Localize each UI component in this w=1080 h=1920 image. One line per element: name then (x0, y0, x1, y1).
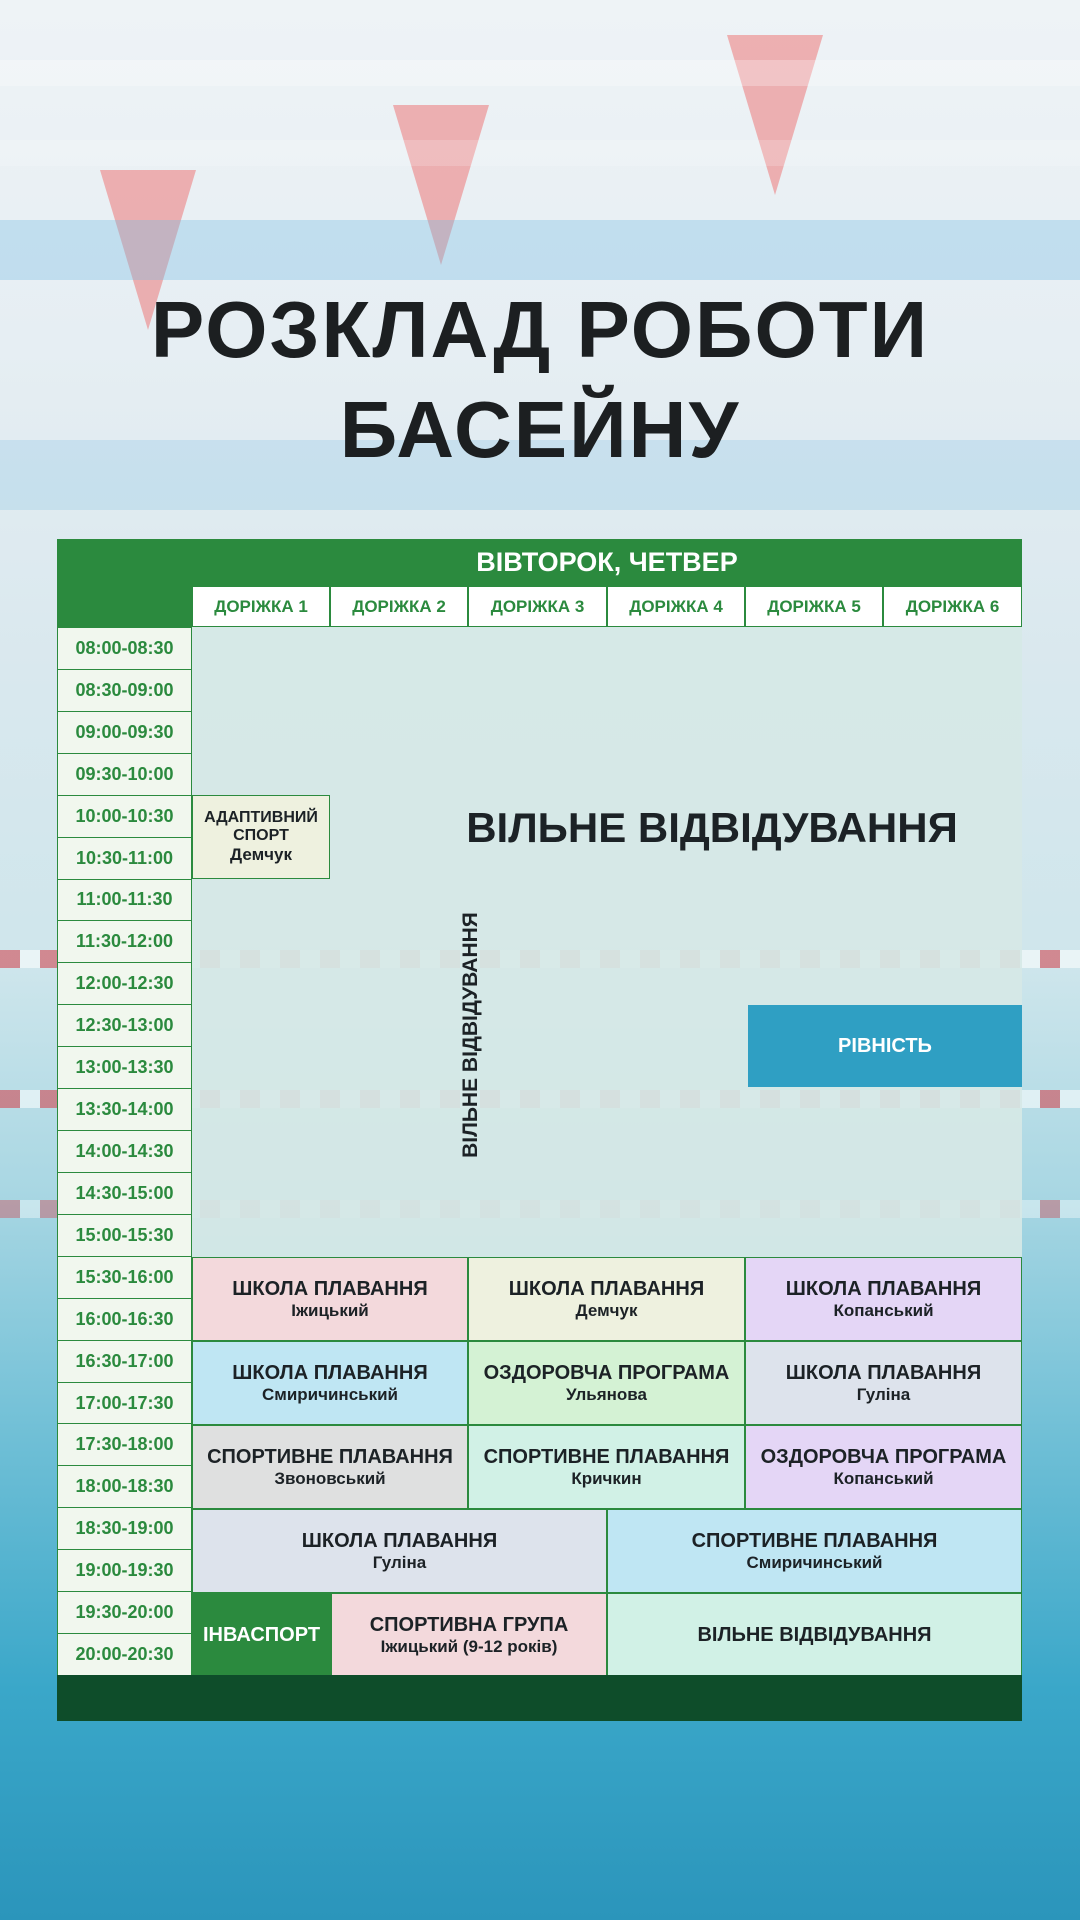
activity-block (192, 1509, 607, 1593)
activity-title: АДАПТИВНИЙ СПОРТ (204, 809, 318, 844)
activity-title: ШКОЛА ПЛАВАННЯ (508, 1277, 705, 1300)
time-slot: 15:30-16:00 (57, 1256, 192, 1299)
activity-coach: Смиричинський (746, 1552, 883, 1572)
activity-block (192, 1425, 468, 1509)
activity-block (745, 1257, 1022, 1341)
activity-block (192, 1341, 468, 1425)
time-slot: 18:00-18:30 (57, 1465, 192, 1508)
time-slot: 16:00-16:30 (57, 1298, 192, 1341)
time-slot: 10:00-10:30 (57, 795, 192, 838)
time-slot: 19:00-19:30 (57, 1549, 192, 1592)
activity-title: ВІЛЬНЕ ВІДВІДУВАННЯ (697, 1623, 932, 1646)
wall-tiles (0, 220, 1080, 280)
title-line-1: РОЗКЛАД РОБОТИ (150, 285, 930, 374)
activity-coach: Копанський (833, 1468, 934, 1488)
activity-block (607, 1593, 1022, 1677)
activity-coach: Демчук (575, 1300, 638, 1320)
time-slot: 11:30-12:00 (57, 920, 192, 963)
ceiling-stripe (0, 60, 1080, 86)
time-slot: 19:30-20:00 (57, 1591, 192, 1634)
lane-header-1: ДОРІЖКА 1 (192, 586, 330, 627)
free-swim-area (192, 627, 1022, 1257)
time-slot: 15:00-15:30 (57, 1214, 192, 1257)
activity-coach: Іжицький (291, 1300, 369, 1320)
time-slot: 20:00-20:30 (57, 1633, 192, 1676)
activity-coach: Смиричинський (261, 1384, 399, 1404)
lane-header-6: ДОРІЖКА 6 (883, 586, 1022, 627)
activity-coach: Звоновський (274, 1468, 386, 1488)
time-slot: 14:30-15:00 (57, 1172, 192, 1215)
activity-coach: Кричкин (571, 1468, 642, 1488)
activity-title: ОЗДОРОВЧА ПРОГРАМА (760, 1445, 1007, 1468)
activity-title: СПОРТИВНЕ ПЛАВАННЯ (483, 1445, 730, 1468)
activity-block (331, 1593, 607, 1677)
lane-header-3: ДОРІЖКА 3 (468, 586, 607, 627)
time-slot: 08:30-09:00 (57, 669, 192, 712)
time-slot: 18:30-19:00 (57, 1507, 192, 1550)
activity-title: ШКОЛА ПЛАВАННЯ (785, 1277, 982, 1300)
time-slot: 09:00-09:30 (57, 711, 192, 754)
time-slot: 14:00-14:30 (57, 1130, 192, 1173)
activity-block (468, 1257, 745, 1341)
activity-title: СПОРТИВНА ГРУПА (369, 1613, 569, 1636)
activity-title: ШКОЛА ПЛАВАННЯ (232, 1361, 428, 1384)
time-slot: 16:30-17:00 (57, 1340, 192, 1383)
activity-title: ІНВАСПОРТ (202, 1623, 321, 1646)
activity-coach: Іжицький (9-12 років) (380, 1636, 558, 1656)
days-header: ВІВТОРОК, ЧЕТВЕР (192, 539, 1022, 586)
activity-coach: Гуліна (372, 1552, 427, 1572)
activity-title: СПОРТИВНЕ ПЛАВАННЯ (207, 1445, 453, 1468)
activity-block (192, 1257, 468, 1341)
header-corner (57, 539, 192, 627)
activity-block (748, 1005, 1022, 1087)
free-swim-label: ВІЛЬНЕ ВІДВІДУВАННЯ (466, 804, 958, 851)
activity-block (607, 1509, 1022, 1593)
activity-coach: Демчук (230, 845, 292, 864)
activity-coach: Гуліна (856, 1384, 911, 1404)
activity-block (468, 1425, 745, 1509)
activity-title: ШКОЛА ПЛАВАННЯ (232, 1277, 428, 1300)
activity-title: ШКОЛА ПЛАВАННЯ (785, 1361, 982, 1384)
time-slot: 12:00-12:30 (57, 962, 192, 1005)
free-swim-vertical-label: ВІЛЬНЕ ВІДВІДУВАННЯ (459, 912, 482, 1158)
time-slot: 12:30-13:00 (57, 1004, 192, 1047)
lane-header-4: ДОРІЖКА 4 (607, 586, 745, 627)
title-line-2: БАСЕЙНУ (339, 385, 741, 474)
time-slot: 09:30-10:00 (57, 753, 192, 796)
activity-coach: Ульянова (565, 1384, 647, 1404)
activity-block (192, 1593, 331, 1677)
activity-block (468, 1341, 745, 1425)
activity-block (192, 795, 330, 879)
lane-header-2: ДОРІЖКА 2 (330, 586, 468, 627)
ceiling-stripe (0, 140, 1080, 166)
page-title (0, 280, 1080, 480)
activity-title: ОЗДОРОВЧА ПРОГРАМА (483, 1361, 730, 1384)
pennant-flag (727, 35, 823, 195)
time-slot: 13:30-14:00 (57, 1088, 192, 1131)
activity-coach: Копанський (833, 1300, 934, 1320)
time-slot: 10:30-11:00 (57, 837, 192, 880)
activity-block (745, 1341, 1022, 1425)
activity-block (745, 1425, 1022, 1509)
time-slot: 08:00-08:30 (57, 627, 192, 670)
schedule-table (57, 539, 1022, 1721)
activity-title: ШКОЛА ПЛАВАННЯ (301, 1529, 498, 1552)
time-slot: 13:00-13:30 (57, 1046, 192, 1089)
time-slot: 17:30-18:00 (57, 1423, 192, 1466)
lane-header-5: ДОРІЖКА 5 (745, 586, 883, 627)
activity-title: РІВНІСТЬ (838, 1034, 932, 1057)
table-footer (57, 1675, 1022, 1721)
time-slot: 11:00-11:30 (57, 879, 192, 922)
time-slot: 17:00-17:30 (57, 1382, 192, 1425)
activity-title: СПОРТИВНЕ ПЛАВАННЯ (691, 1529, 938, 1552)
